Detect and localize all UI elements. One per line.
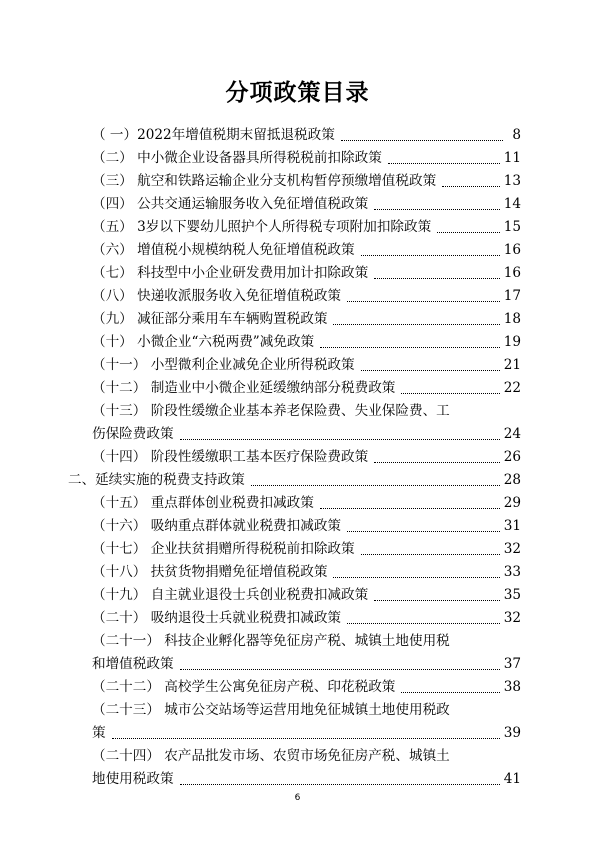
toc-entry-10[interactable] (92, 331, 521, 354)
dot-leader (180, 438, 500, 440)
toc-entry-21[interactable] (92, 630, 521, 676)
toc-entry-page: 21 (503, 357, 521, 373)
toc-entry-page: 14 (503, 196, 521, 212)
toc-entry-page: 16 (503, 265, 521, 281)
dot-leader (347, 530, 500, 532)
dot-leader (374, 277, 499, 279)
toc-entry-page: 32 (503, 610, 521, 626)
toc-entry-text-line2: 地使用税政策 (92, 771, 174, 787)
dot-leader (347, 300, 500, 302)
dot-leader (333, 323, 499, 325)
toc-entry-text-line2: 策 (92, 725, 106, 741)
toc-entry-text: （十二） 制造业中小微企业延缓缴纳部分税费政策 (92, 380, 396, 396)
toc-entry-9[interactable] (92, 308, 521, 331)
dot-leader (374, 599, 499, 601)
toc-entry-text: （六） 增值税小规模纳税人免征增值税政策 (92, 242, 355, 258)
toc-entry-page: 39 (503, 725, 521, 741)
dot-leader (388, 162, 500, 164)
toc-entry-text: （十） 小微企业“六税两费”减免政策 (92, 334, 315, 350)
dot-leader (347, 622, 500, 624)
toc-section-text: 二、延续实施的税费支持政策 (68, 472, 245, 488)
dot-leader (180, 668, 500, 670)
page-number: 6 (294, 793, 301, 803)
page-title: 分项政策目录 (225, 80, 370, 106)
toc-entry-text: （ 一）2022年增值税期末留抵退税政策 (92, 127, 335, 143)
toc-entry-page: 32 (503, 541, 521, 557)
toc-entry-page: 19 (503, 334, 521, 350)
toc-entry-text-line1: （十三） 阶段性缓缴企业基本养老保险费、失业保险费、工 (92, 403, 450, 419)
toc-entry-page: 16 (503, 242, 521, 258)
toc-entry-7[interactable] (92, 262, 521, 285)
toc-entry-text-line1: （二十三） 城市公交站场等运营用地免征城镇土地使用税政 (92, 702, 450, 718)
dot-leader (341, 139, 503, 141)
toc-entry-19[interactable] (92, 584, 521, 607)
toc-section-2[interactable] (68, 469, 521, 492)
toc-entry-page: 8 (512, 127, 521, 143)
toc-entry-3[interactable] (92, 170, 521, 193)
toc-entry-text: （二十二） 高校学生公寓免征房产税、印花税政策 (92, 679, 396, 695)
toc-entry-24[interactable] (92, 745, 521, 791)
dot-leader (374, 461, 499, 463)
toc-entry-11[interactable] (92, 354, 521, 377)
toc-entry-5[interactable] (92, 216, 521, 239)
toc-entry-20[interactable] (92, 607, 521, 630)
toc-entry-8[interactable] (92, 285, 521, 308)
toc-entry-text: （二十） 吸纳退役士兵就业税费扣减政策 (92, 610, 342, 626)
toc-entry-text: （十一） 小型微利企业减免企业所得税政策 (92, 357, 355, 373)
dot-leader (320, 507, 500, 509)
toc-entry-text: （十五） 重点群体创业税费扣减政策 (92, 495, 314, 511)
toc-entry-text: （十八） 扶贫货物捐赠免征增值税政策 (92, 564, 328, 580)
toc-entry-page: 38 (503, 679, 521, 695)
toc-entry-page: 41 (503, 771, 521, 787)
dot-leader (251, 484, 500, 486)
dot-leader (374, 208, 499, 210)
toc-entry-22[interactable] (92, 676, 521, 699)
toc-entry-page: 22 (503, 380, 521, 396)
toc-entry-text: （十四） 阶段性缓缴职工基本医疗保险费政策 (92, 449, 369, 465)
toc-entry-text: （十九） 自主就业退役士兵创业税费扣减政策 (92, 587, 369, 603)
toc-entry-text: （八） 快递收派服务收入免征增值税政策 (92, 288, 342, 304)
toc-entry-page: 24 (503, 426, 521, 442)
toc-entry-page: 31 (503, 518, 521, 534)
toc-entry-text-line2: 伤保险费政策 (92, 426, 174, 442)
toc-entry-13[interactable] (92, 400, 521, 446)
dot-leader (361, 369, 500, 371)
dot-leader (361, 254, 500, 256)
toc-entry-text: （十六） 吸纳重点群体就业税费扣减政策 (92, 518, 342, 534)
toc-entry-text: （四） 公共交通运输服务收入免征增值税政策 (92, 196, 369, 212)
toc-entry-6[interactable] (92, 239, 521, 262)
toc-entry-text-line1: （二十一） 科技企业孵化器等免征房产税、城镇土地使用税 (92, 633, 450, 649)
dot-leader (437, 231, 499, 233)
toc-entry-page: 33 (503, 564, 521, 580)
toc-entry-page: 28 (503, 472, 521, 488)
toc-entry-page: 35 (503, 587, 521, 603)
toc-entry-page: 13 (503, 173, 521, 189)
toc-entry-14[interactable] (92, 446, 521, 469)
toc-entry-15[interactable] (92, 492, 521, 515)
toc-entry-text: （二） 中小微企业设备器具所得税税前扣除政策 (92, 150, 382, 166)
toc-entry-text-line2: 和增值税政策 (92, 656, 174, 672)
dot-leader (112, 737, 500, 739)
dot-leader (320, 346, 500, 348)
toc-entry-text: （五） 3岁以下婴幼儿照护个人所得税专项附加扣除政策 (92, 219, 432, 235)
toc-entry-page: 17 (503, 288, 521, 304)
toc-entry-12[interactable] (92, 377, 521, 400)
toc-entry-17[interactable] (92, 538, 521, 561)
toc-entry-text: （九） 减征部分乘用车车辆购置税政策 (92, 311, 328, 327)
dot-leader (361, 553, 500, 555)
toc-entry-1[interactable] (92, 124, 521, 147)
dot-leader (442, 185, 500, 187)
dot-leader (401, 691, 499, 693)
toc-entry-page: 15 (503, 219, 521, 235)
toc-entry-text-line1: （二十四） 农产品批发市场、农贸市场免征房产税、城镇土 (92, 748, 450, 764)
toc-entry-18[interactable] (92, 561, 521, 584)
dot-leader (333, 576, 499, 578)
toc-entry-text: （三） 航空和铁路运输企业分支机构暂停预缴增值税政策 (92, 173, 437, 189)
dot-leader (180, 783, 500, 785)
toc-entry-page: 37 (503, 656, 521, 672)
toc-entry-4[interactable] (92, 193, 521, 216)
toc-entry-text: （七） 科技型中小企业研发费用加计扣除政策 (92, 265, 369, 281)
toc-entry-page: 29 (503, 495, 521, 511)
toc-entry-23[interactable] (92, 699, 521, 745)
toc-entry-page: 11 (503, 150, 521, 166)
toc-entry-2[interactable] (92, 147, 521, 170)
dot-leader (401, 392, 499, 394)
toc-entry-16[interactable] (92, 515, 521, 538)
toc-entry-text: （十七） 企业扶贫捐赠所得税税前扣除政策 (92, 541, 355, 557)
toc-entry-page: 26 (503, 449, 521, 465)
toc-entry-page: 18 (503, 311, 521, 327)
